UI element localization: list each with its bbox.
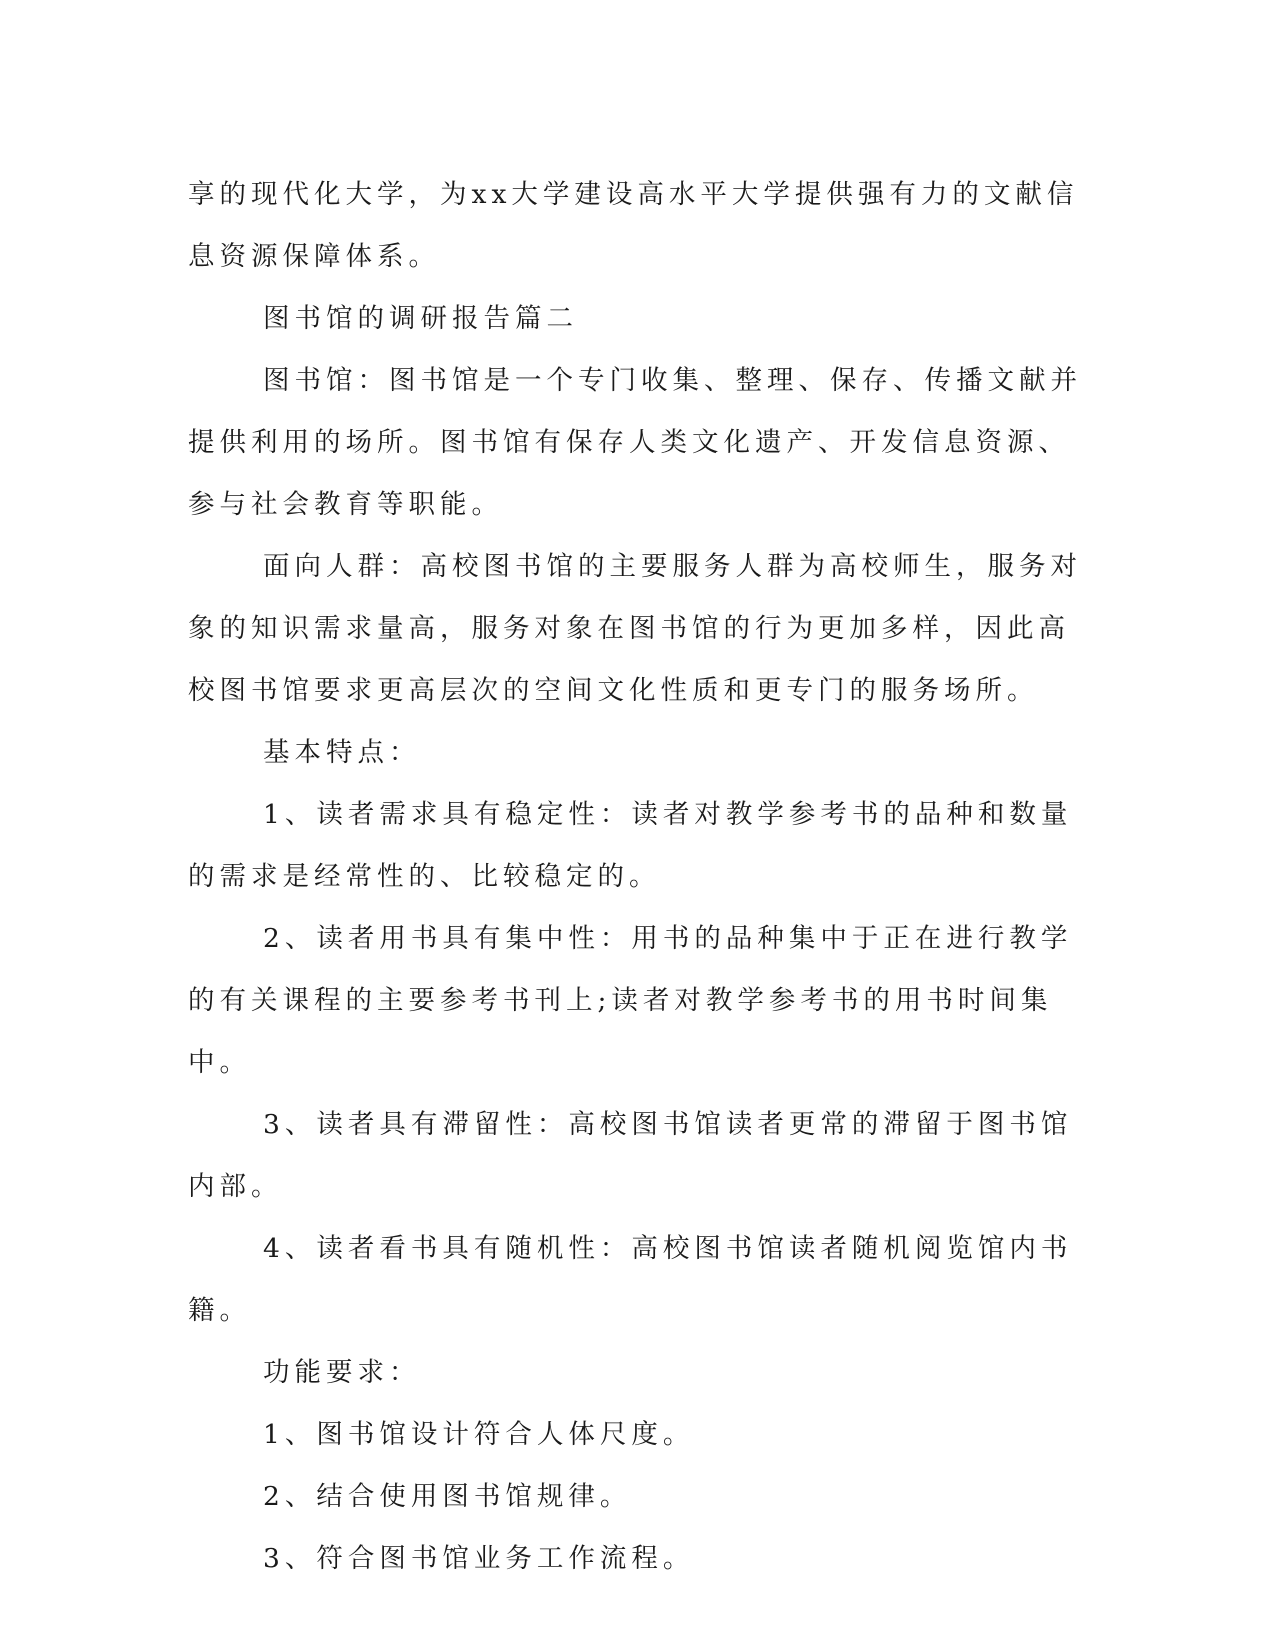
list-item-feature-4: 4、读者看书具有随机性：高校图书馆读者随机阅览馆内书籍。 <box>188 1233 1073 1326</box>
list-item-feature-1: 1、读者需求具有稳定性：读者对教学参考书的品种和数量的需求是经常性的、比较稳定的。 <box>188 799 1073 892</box>
document-body <box>188 164 1083 1590</box>
paragraph-library-definition: 图书馆：图书馆是一个专门收集、整理、保存、传播文献并提供利用的场所。图书馆有保存人类文化遗产、开发信息资源、参与社会教育等职能。 <box>188 365 1082 520</box>
subheading-basic-features: 基本特点： <box>263 737 421 768</box>
section-heading: 图书馆的调研报告篇二 <box>263 303 578 334</box>
paragraph-continuation: 享的现代化大学，为xx大学建设高水平大学提供强有力的文献信息资源保障体系。 <box>188 179 1079 272</box>
paragraph-target-audience: 面向人群：高校图书馆的主要服务人群为高校师生，服务对象的知识需求量高，服务对象在图书馆的行为更加多样，因此高校图书馆要求更高层次的空间文化性质和更专门的服务场所。 <box>188 551 1082 706</box>
subheading-functional-requirements: 功能要求： <box>263 1357 421 1388</box>
list-item-feature-3: 3、读者具有滞留性：高校图书馆读者更常的滞留于图书馆内部。 <box>188 1109 1073 1202</box>
list-item-requirement-2: 2、结合使用图书馆规律。 <box>263 1481 632 1512</box>
list-item-requirement-1: 1、图书馆设计符合人体尺度。 <box>263 1419 695 1450</box>
list-item-feature-2: 2、读者用书具有集中性：用书的品种集中于正在进行教学的有关课程的主要参考书刊上;读者对教学参考书的用书时间集中。 <box>188 923 1073 1078</box>
list-item-requirement-3: 3、符合图书馆业务工作流程。 <box>263 1543 695 1574</box>
